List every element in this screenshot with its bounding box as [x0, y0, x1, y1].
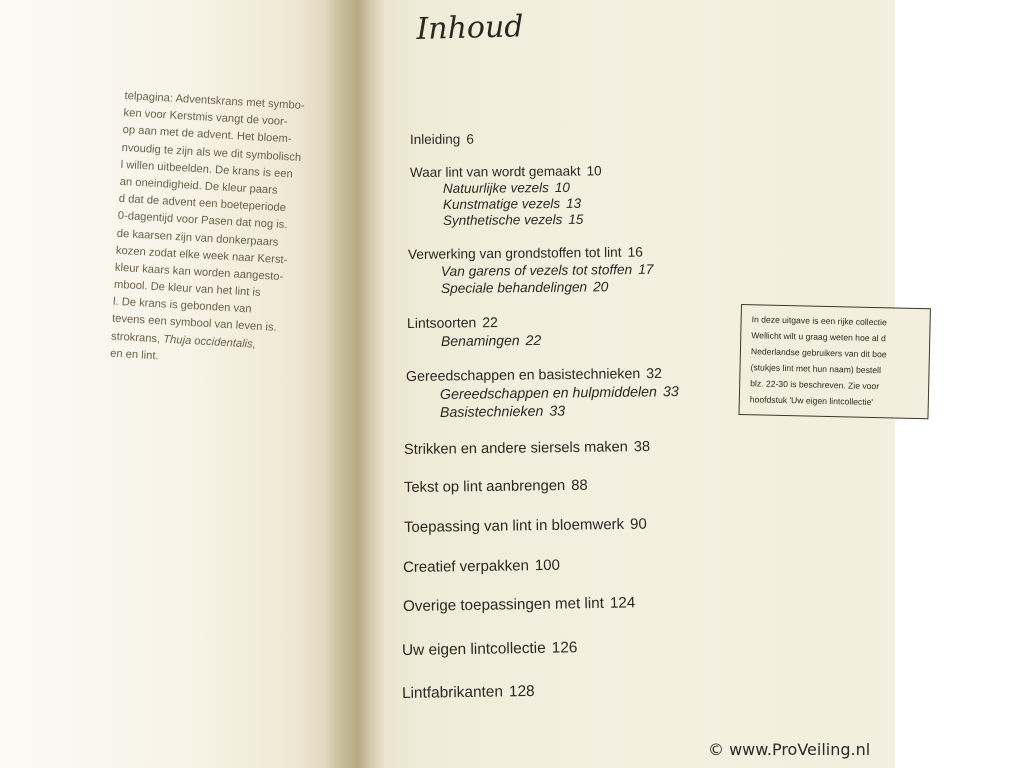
- toc-subentry: [441, 262, 654, 279]
- caption-line: de kaarsen zijn van donkerpaars: [116, 227, 279, 249]
- toc-entry-label: Overige toepassingen met lint: [402, 594, 605, 615]
- toc-entry-page: 33: [662, 384, 679, 401]
- toc-title: Inhoud: [416, 9, 524, 47]
- caption-line: kleur kaars kan worden aangesto-: [114, 261, 284, 283]
- toc-entry-label: Gereedschappen en hulpmiddelen: [439, 384, 658, 403]
- note-line: Nederlandse gebruikers van dit boe: [750, 346, 887, 360]
- toc-entry-label: Benamingen: [440, 332, 520, 349]
- caption-line: en en lint.: [109, 347, 159, 363]
- caption-italic-text: Thuja occidentalis,: [162, 333, 257, 351]
- toc-subentry: [440, 403, 565, 421]
- note-line: Wellicht wilt u graag weten hoe al d: [751, 330, 886, 344]
- caption-line: 0-dagentijd voor Pasen dat nog is.: [117, 210, 288, 232]
- toc-subentry: [441, 332, 541, 349]
- toc-entry-label: Inleiding: [409, 131, 461, 147]
- note-line: (stukjes lint met hun naam) bestell: [750, 362, 882, 376]
- caption-line: nvoudig te zijn als we dit symbolisch: [121, 141, 302, 164]
- toc-entry: [410, 163, 602, 180]
- toc-subentry: [443, 180, 570, 196]
- toc-entry: [402, 683, 535, 703]
- note-box: [738, 304, 930, 419]
- toc-entry-label: Synthetische vezels: [442, 211, 563, 228]
- note-line: hoofdstuk 'Uw eigen lintcollectie': [749, 394, 874, 408]
- caption-line: op aan met de advent. Het bloem-: [122, 124, 292, 146]
- toc-entry: [406, 366, 662, 385]
- toc-subentry: [443, 212, 583, 228]
- toc-entry: [402, 639, 578, 660]
- toc-entry-page: 10: [586, 163, 602, 179]
- toc-entry: [407, 314, 498, 331]
- toc-entry: [403, 557, 560, 576]
- toc-entry-label: Lintsoorten: [406, 314, 477, 331]
- caption-line: telpagina: Adventskrans met symbo-: [124, 89, 305, 113]
- toc-entry-label: Tekst op lint aanbrengen: [403, 478, 566, 496]
- caption-line: d dat de advent een boeteperiode: [118, 192, 287, 215]
- toc-entry-page: 20: [593, 279, 609, 295]
- caption-text: strokrans,: [110, 330, 164, 346]
- toc-entry: [403, 594, 636, 615]
- toc-subentry: [443, 196, 581, 212]
- toc-entry-page: 15: [568, 211, 584, 227]
- toc-entry-page: 100: [534, 556, 561, 575]
- toc-entry-label: Verwerking van grondstoffen tot lint: [407, 244, 622, 262]
- toc-entry: [404, 516, 647, 536]
- toc-entry-page: 32: [646, 365, 663, 383]
- toc-subentry: [441, 279, 609, 296]
- toc-entry-page: 90: [629, 515, 647, 533]
- toc-entry: [410, 132, 474, 147]
- toc-entry-label: Toepassing van lint in bloemwerk: [403, 515, 625, 536]
- caption-line: ken voor Kerstmis vangt de voor-: [123, 107, 288, 129]
- toc-entry-page: 10: [554, 179, 570, 196]
- caption-line: l willen uitbeelden. De krans is een: [120, 158, 294, 181]
- caption-line: l. De krans is gebonden van: [112, 295, 252, 316]
- toc-subentry: [440, 384, 679, 403]
- toc-entry-page: 38: [633, 438, 651, 456]
- toc-entry-page: 124: [609, 594, 636, 612]
- toc-entry-label: Gereedschappen en basistechnieken: [405, 366, 641, 385]
- toc-entry-page: 17: [638, 261, 654, 277]
- toc-entry-page: 13: [565, 195, 582, 211]
- toc-entry-label: Kunstmatige vezels: [442, 195, 561, 212]
- toc-entry-page: 6: [466, 131, 474, 147]
- note-line: blz. 22-30 is beschreven. Zie voor: [750, 378, 880, 392]
- toc-entry-label: Speciale behandelingen: [440, 279, 588, 296]
- caption-line: an oneindigheid. De kleur paars: [119, 175, 278, 197]
- caption-line: tevens een symbool van leven is.: [111, 313, 277, 335]
- toc-entry: [404, 439, 650, 458]
- toc-entry-label: Natuurlijke vezels: [442, 180, 549, 196]
- toc-entry-label: Uw eigen lintcollectie: [401, 639, 546, 659]
- toc-entry-page: 16: [627, 244, 643, 260]
- toc-entry-page: 88: [571, 477, 588, 494]
- toc-entry-page: 22: [482, 314, 498, 331]
- toc-entry-page: 33: [549, 403, 566, 420]
- toc-entry: [408, 245, 643, 262]
- toc-entry-label: Van garens of vezels tot stoffen: [440, 261, 633, 279]
- toc-entry-page: 128: [508, 682, 535, 701]
- toc-entry-label: Strikken en andere siersels maken: [403, 439, 628, 458]
- copyright-watermark: © www.ProVeiling.nl: [708, 740, 871, 759]
- toc-entry-page: 126: [551, 639, 578, 657]
- toc-entry-page: 22: [525, 331, 542, 349]
- caption-line: mbool. De kleur van het lint is: [113, 278, 261, 299]
- toc-entry-label: Waar lint van wordt gemaakt: [409, 163, 581, 180]
- toc-entry-label: Lintfabrikanten: [401, 683, 504, 702]
- caption-line: kozen zodat elke week naar Kerst-: [115, 244, 288, 267]
- toc-entry-label: Basistechnieken: [439, 403, 544, 421]
- note-line: In deze uitgave is een rijke collectie: [751, 314, 887, 328]
- toc-entry-label: Creatief verpakken: [402, 557, 530, 576]
- toc-entry: [404, 478, 588, 496]
